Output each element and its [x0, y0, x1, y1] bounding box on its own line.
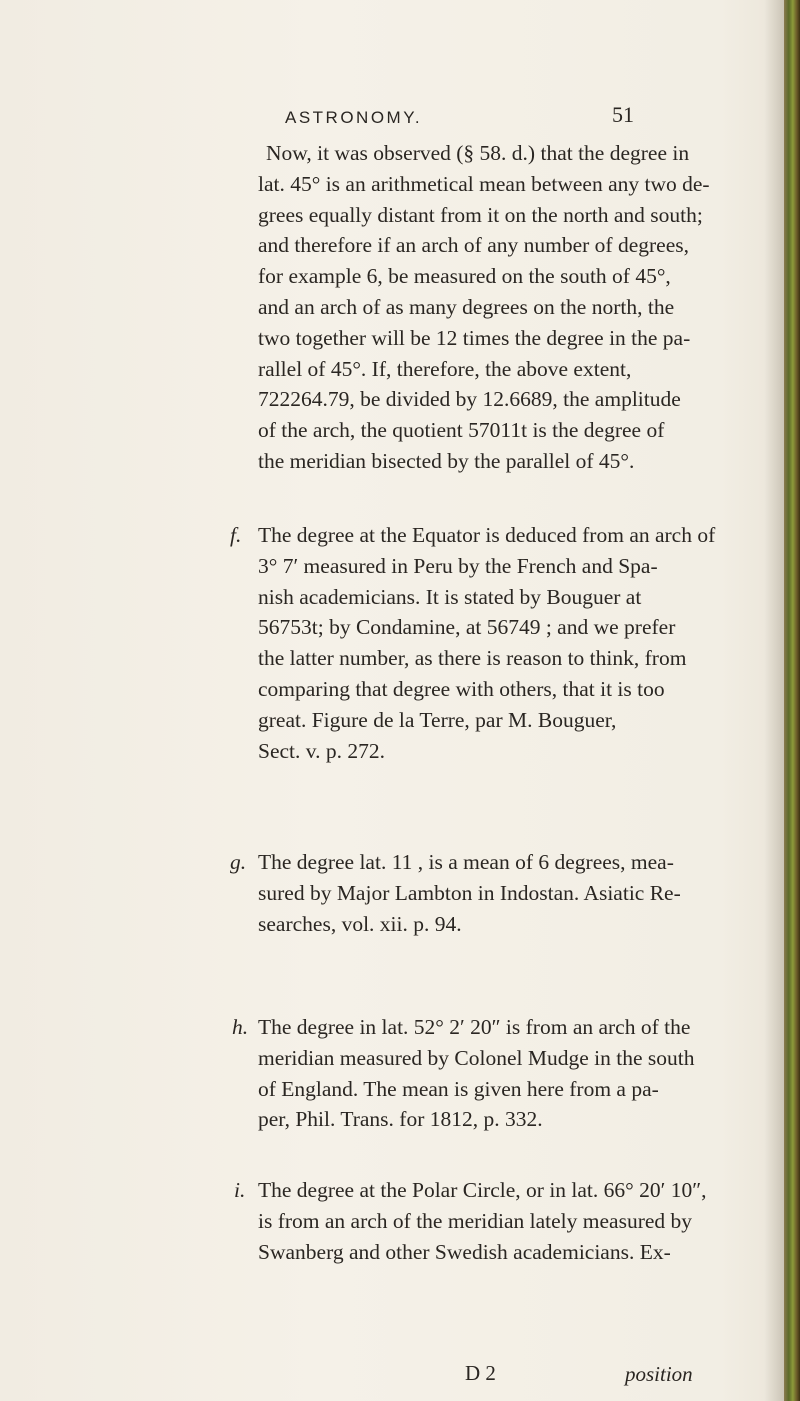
text-line: for example 6, be measured on the south of 45°,: [258, 264, 671, 289]
text-line: searches, vol. xii. p. 94.: [258, 911, 462, 936]
text-line: meridian measured by Colonel Mudge in the south: [258, 1045, 695, 1070]
text-line: is from an arch of the meridian lately measured by: [258, 1208, 693, 1233]
note-paragraph-f: [258, 520, 715, 766]
text-line: and an arch of as many degrees on the north, the: [258, 294, 675, 319]
gutter-shadow: [764, 0, 784, 1401]
text-line: lat. 45° is an arithmetical mean between any two de-: [258, 171, 710, 196]
note-marker-f: f.: [230, 523, 242, 547]
book-spine-edge: [784, 0, 800, 1401]
text-line: the latter number, as there is reason to think, from: [258, 646, 687, 671]
paragraph-intro: [258, 138, 710, 477]
text-line: The degree in lat. 52° 2′ 20″ is from an arch of the: [258, 1015, 691, 1039]
text-line: the meridian bisected by the parallel of 45°.: [258, 448, 635, 473]
text-line: 56753t; by Condamine, at 56749 ; and we prefer: [258, 615, 676, 640]
note-paragraph-g: [258, 847, 681, 939]
text-line: The degree at the Polar Circle, or in lat. 66° 20′ 10″,: [258, 1178, 707, 1202]
note-marker-i: i.: [234, 1178, 246, 1202]
text-line: sured by Major Lambton in Indostan. Asiatic Re-: [258, 880, 681, 905]
text-line: great. Figure de la Terre, par M. Bouguer,: [258, 707, 617, 732]
note-paragraph-h: [258, 1012, 695, 1135]
note-marker-h: h.: [232, 1015, 249, 1039]
text-line: Sect. v. p. 272.: [258, 738, 385, 763]
text-line: rallel of 45°. If, therefore, the above extent,: [258, 356, 632, 381]
text-line: The degree at the Equator is deduced from an arch of: [258, 523, 716, 547]
text-line: Swanberg and other Swedish academicians. Ex-: [258, 1239, 671, 1264]
running-head: ASTRONOMY.: [285, 108, 423, 127]
text-line: 3° 7′ measured in Peru by the French and Spa-: [258, 553, 658, 578]
text-line: of England. The mean is given here from a pa-: [258, 1076, 659, 1101]
text-line: nish academicians. It is stated by Bouguer at: [258, 584, 642, 609]
note-paragraph-i: [258, 1175, 707, 1267]
text-line: and therefore if an arch of any number of degrees,: [258, 233, 689, 258]
note-marker-g: g.: [230, 850, 247, 874]
text-line: The degree lat. 11 , is a mean of 6 degrees, mea-: [258, 850, 674, 874]
text-line: comparing that degree with others, that it is too: [258, 676, 665, 701]
text-line: 722264.79, be divided by 12.6689, the amplitude: [258, 387, 681, 412]
text-line: per, Phil. Trans. for 1812, p. 332.: [258, 1107, 543, 1132]
text-line: two together will be 12 times the degree in the pa-: [258, 325, 691, 350]
catchword: position: [625, 1362, 693, 1386]
page-number: 51: [612, 102, 634, 127]
text-line: of the arch, the quotient 57011t is the degree of: [258, 418, 665, 443]
signature-mark: D 2: [465, 1361, 496, 1385]
text-line: grees equally distant from it on the north and south;: [258, 202, 703, 227]
text-line: Now, it was observed (§ 58. d.) that the degree in: [266, 141, 690, 165]
